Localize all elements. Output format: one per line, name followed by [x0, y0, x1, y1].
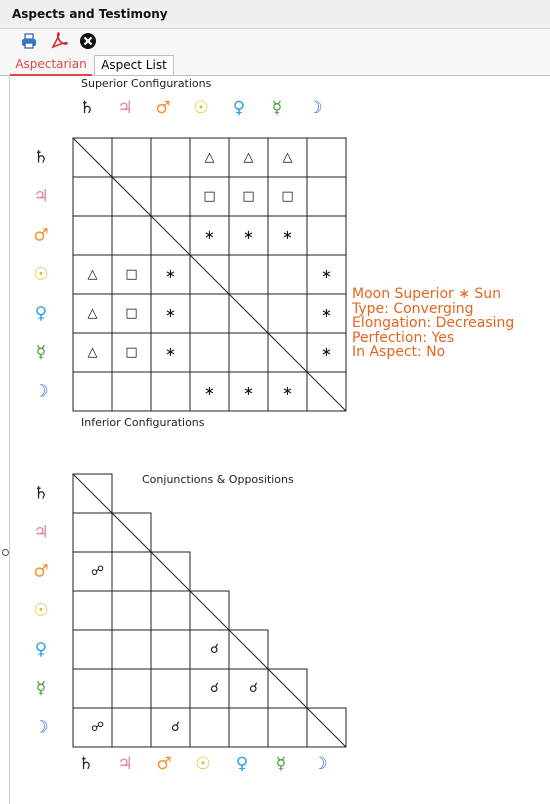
saturn-glyph: ♄ — [33, 483, 49, 504]
saturn-glyph: ♄ — [33, 147, 49, 168]
venus-glyph: ♀ — [34, 303, 48, 324]
aspect-symbol: △ — [87, 345, 98, 360]
conjunction-cell[interactable] — [112, 708, 151, 747]
tab-aspectarian[interactable]: Aspectarian — [10, 55, 92, 76]
grid-diagonal — [73, 474, 346, 747]
conjunction-cell[interactable] — [73, 513, 112, 552]
sun-glyph: ☉ — [195, 754, 211, 774]
conjunction-cell[interactable] — [73, 630, 112, 669]
aspect-symbol: △ — [87, 306, 98, 321]
aspect-cell[interactable] — [307, 216, 346, 255]
aspect-cell[interactable] — [190, 333, 229, 372]
aspect-symbol: △ — [204, 150, 215, 165]
aspect-cell[interactable] — [151, 177, 190, 216]
conjunction-cell[interactable] — [112, 591, 151, 630]
venus-glyph: ♀ — [235, 754, 249, 774]
conjunction-cell[interactable] — [151, 591, 190, 630]
jupiter-glyph: ♃ — [33, 186, 49, 207]
conjunction-cell[interactable] — [151, 669, 190, 708]
venus-glyph: ♀ — [232, 98, 246, 118]
aspect-cell[interactable] — [190, 294, 229, 333]
aspect-symbol: □ — [281, 189, 294, 204]
grid-diagonal — [73, 138, 346, 411]
aspect-cell[interactable] — [151, 372, 190, 411]
info-in-aspect: In Aspect: No — [352, 344, 446, 360]
aspect-cell[interactable] — [151, 138, 190, 177]
aspect-symbol: △ — [243, 150, 254, 165]
inferior-title: Inferior Configurations — [81, 416, 205, 429]
aspect-symbol: ∗ — [165, 345, 176, 360]
aspect-symbol: △ — [87, 267, 98, 282]
aspect-symbol: ∗ — [321, 345, 332, 360]
conjunction-symbol: ☍ — [90, 720, 105, 735]
moon-glyph: ☽ — [33, 717, 49, 738]
mercury-glyph: ☿ — [271, 98, 283, 118]
conjunction-cell[interactable] — [151, 630, 190, 669]
info-type: Type: Converging — [352, 300, 474, 317]
conjunction-cell[interactable] — [112, 630, 151, 669]
aspect-symbol: □ — [203, 189, 216, 204]
aspect-symbol: ∗ — [165, 267, 176, 282]
aspect-cell[interactable] — [307, 177, 346, 216]
mars-glyph: ♂ — [33, 225, 49, 246]
aspect-cell[interactable] — [307, 138, 346, 177]
aspect-symbol: □ — [125, 345, 138, 360]
jupiter-glyph: ♃ — [117, 754, 133, 774]
info-elongation: Elongation: Decreasing — [352, 315, 515, 331]
saturn-glyph: ♄ — [78, 754, 94, 774]
aspect-symbol: ∗ — [243, 228, 254, 243]
info-aspect: Moon Superior ∗ Sun — [352, 286, 502, 302]
aspect-symbol: ∗ — [204, 384, 215, 399]
sun-glyph: ☉ — [193, 98, 209, 118]
aspect-symbol: □ — [242, 189, 255, 204]
conjunction-symbol: ☌ — [210, 681, 219, 696]
conjunction-symbol: ☌ — [171, 720, 180, 735]
tab-aspect-list[interactable]: Aspect List — [94, 55, 174, 75]
aspect-cell[interactable] — [112, 372, 151, 411]
jupiter-glyph: ♃ — [117, 98, 133, 118]
mercury-glyph: ☿ — [35, 678, 47, 699]
aspect-info-panel — [352, 287, 514, 360]
aspect-cell[interactable] — [112, 138, 151, 177]
moon-glyph: ☽ — [312, 754, 328, 774]
aspect-symbol: ∗ — [321, 306, 332, 321]
saturn-glyph: ♄ — [79, 98, 95, 118]
aspect-symbol: □ — [125, 306, 138, 321]
aspect-cell[interactable] — [73, 372, 112, 411]
aspect-symbol: ∗ — [282, 384, 293, 399]
aspect-cell[interactable] — [112, 216, 151, 255]
jupiter-glyph: ♃ — [33, 522, 49, 543]
aspect-symbol: ∗ — [165, 306, 176, 321]
aspect-cell[interactable] — [73, 216, 112, 255]
conjunction-symbol: ☌ — [210, 642, 219, 657]
mercury-glyph: ☿ — [35, 342, 47, 363]
mercury-glyph: ☿ — [275, 754, 287, 774]
conjunction-symbol: ☍ — [90, 564, 105, 579]
aspect-symbol: ∗ — [204, 228, 215, 243]
aspect-symbol: □ — [125, 267, 138, 282]
conjunction-cell[interactable] — [229, 708, 268, 747]
sun-glyph: ☉ — [33, 600, 49, 621]
aspect-cell[interactable] — [73, 177, 112, 216]
superior-title: Superior Configurations — [81, 77, 212, 90]
conjunction-cell[interactable] — [268, 708, 307, 747]
conjunction-cell[interactable] — [73, 669, 112, 708]
mars-glyph: ♂ — [155, 98, 171, 118]
aspect-cell[interactable] — [268, 294, 307, 333]
mars-glyph: ♂ — [33, 561, 49, 582]
moon-glyph: ☽ — [33, 381, 49, 402]
aspect-symbol: ∗ — [282, 228, 293, 243]
aspect-symbol: ∗ — [321, 267, 332, 282]
aspect-cell[interactable] — [229, 333, 268, 372]
conjunction-cell[interactable] — [112, 669, 151, 708]
moon-glyph: ☽ — [307, 98, 323, 118]
aspect-cell[interactable] — [268, 255, 307, 294]
conjunction-cell[interactable] — [190, 708, 229, 747]
venus-glyph: ♀ — [34, 639, 48, 660]
sun-glyph: ☉ — [33, 264, 49, 285]
mars-glyph: ♂ — [156, 754, 172, 774]
conjunction-cell[interactable] — [73, 591, 112, 630]
aspect-symbol: △ — [282, 150, 293, 165]
aspect-cell[interactable] — [229, 255, 268, 294]
conjunction-symbol: ☌ — [249, 681, 258, 696]
conjunctions-title: Conjunctions & Oppositions — [142, 473, 294, 486]
conjunction-cell[interactable] — [112, 552, 151, 591]
aspect-symbol: ∗ — [243, 384, 254, 399]
info-perfection: Perfection: Yes — [352, 329, 455, 346]
window-title: Aspects and Testimony — [12, 7, 168, 21]
